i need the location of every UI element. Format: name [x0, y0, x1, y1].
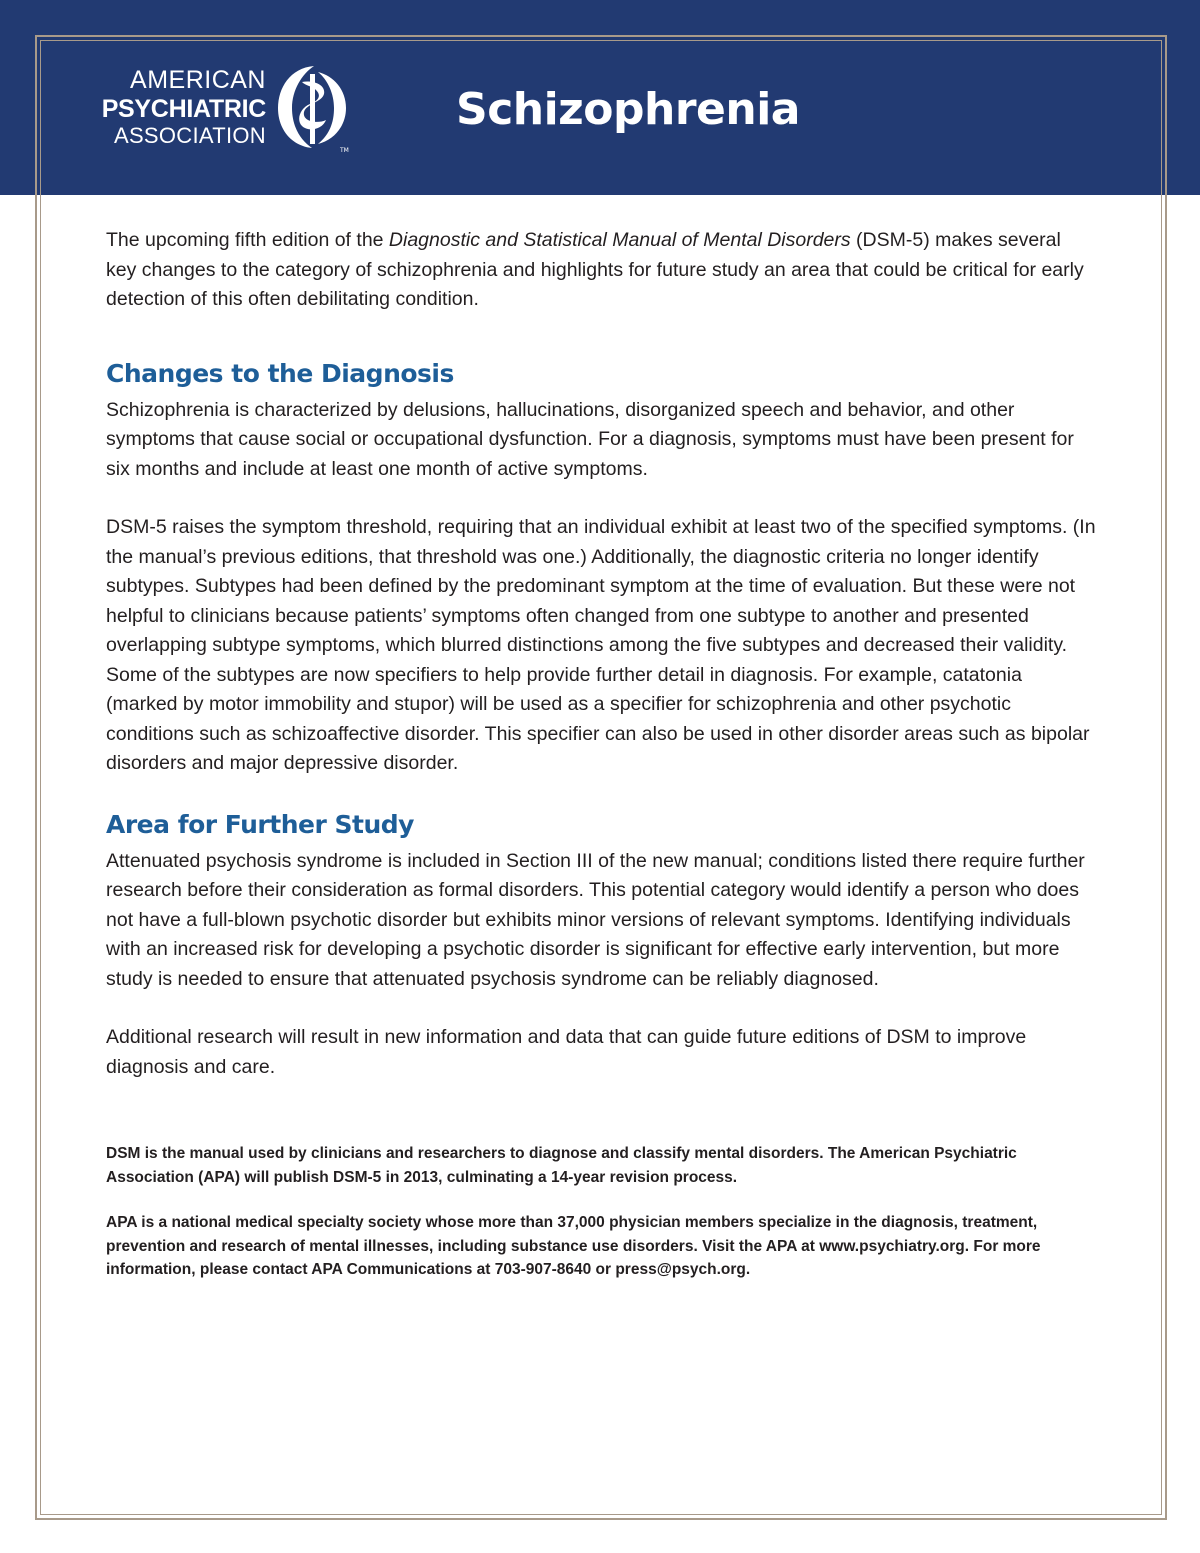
- section1-paragraph-2: DSM-5 raises the symptom threshold, requiring that an individual exhibit at least two of the specified symptoms. (In the manual’s previous editions, that threshold was one.) Additionally, the diagnostic criteria no longer identify subtypes. Subtypes had been defined by the predominant symptom at the time of evaluation. But these were not helpful to clinicians because patients’ symptoms often changed from one subtype to another and presented overlapping subtype symptoms, which blurred distinctions among the five subtypes and decreased their validity. Some of the subtypes are now specifiers to help provide further detail in diagnosis. For example, catatonia (marked by motor immobility and stupor) will be used as a specifier for schizophrenia and other psychotic conditions such as schizoaffective disorder. This specifier can also be used in other disorder areas such as bipolar disorders and major depressive disorder.: [106, 516, 1096, 774]
- logo-line-american: AMERICAN: [130, 66, 266, 94]
- intro-paragraph: [106, 226, 1096, 315]
- footer-note-dsm: DSM is the manual used by clinicians and researchers to diagnose and classify mental disorders. The American Psychiatric Association (APA) will publish DSM-5 in 2013, culminating a 14-year revision process.: [106, 1145, 1017, 1186]
- section-heading-further-study: Area for Further Study: [106, 809, 414, 839]
- logo-line-psychiatric: PSYCHIATRIC: [101, 95, 266, 123]
- intro-manual-title: Diagnostic and Statistical Manual of Mental Disorders: [388, 229, 851, 251]
- apa-seal-icon: [272, 62, 352, 159]
- section2-paragraph-1: Attenuated psychosis syndrome is included in Section III of the new manual; conditions listed there require further research before their consideration as formal disorders. This potential category would identify a person who does not have a full-blown psychotic disorder but exhibits minor versions of relevant symptoms. Identifying individuals with an increased risk for developing a psychotic disorder is significant for effective early intervention, but more study is needed to ensure that attenuated psychosis syndrome can be reliably diagnosed.: [106, 849, 1085, 990]
- page-title: Schizophrenia: [456, 84, 800, 135]
- logo-line-association: ASSOCIATION: [113, 123, 266, 148]
- section1-paragraph-1: Schizophrenia is characterized by delusions, hallucinations, disorganized speech and behavior, and other symptoms that cause social or occupational dysfunction. For a diagnosis, symptoms must have been present for six months and include at least one month of active symptoms.: [106, 398, 1074, 480]
- svg-text:TM: TM: [340, 147, 349, 154]
- intro-text-end: (DSM-5) makes several key changes to the category of schizophrenia and highlights for future study an area that could be critical for early detection of this often debilitating condition.: [106, 229, 1084, 310]
- intro-text-start: The upcoming fifth edition of the: [106, 229, 389, 251]
- document-body: [106, 226, 1096, 1282]
- footer-note-apa: APA is a national medical specialty society whose more than 37,000 physician members specialize in the diagnosis, treatment, prevention and research of mental illnesses, including substance use disorders. Visit the APA at www.psychiatry.org. For more information, please contact APA Communications at 703-907-8640 or press@psych.org.: [106, 1214, 1041, 1278]
- section2-paragraph-2: Additional research will result in new information and data that can guide future editions of DSM to improve diagnosis and care.: [106, 1026, 1027, 1078]
- apa-logo-text: [80, 68, 266, 147]
- section-heading-changes: Changes to the Diagnosis: [106, 358, 454, 388]
